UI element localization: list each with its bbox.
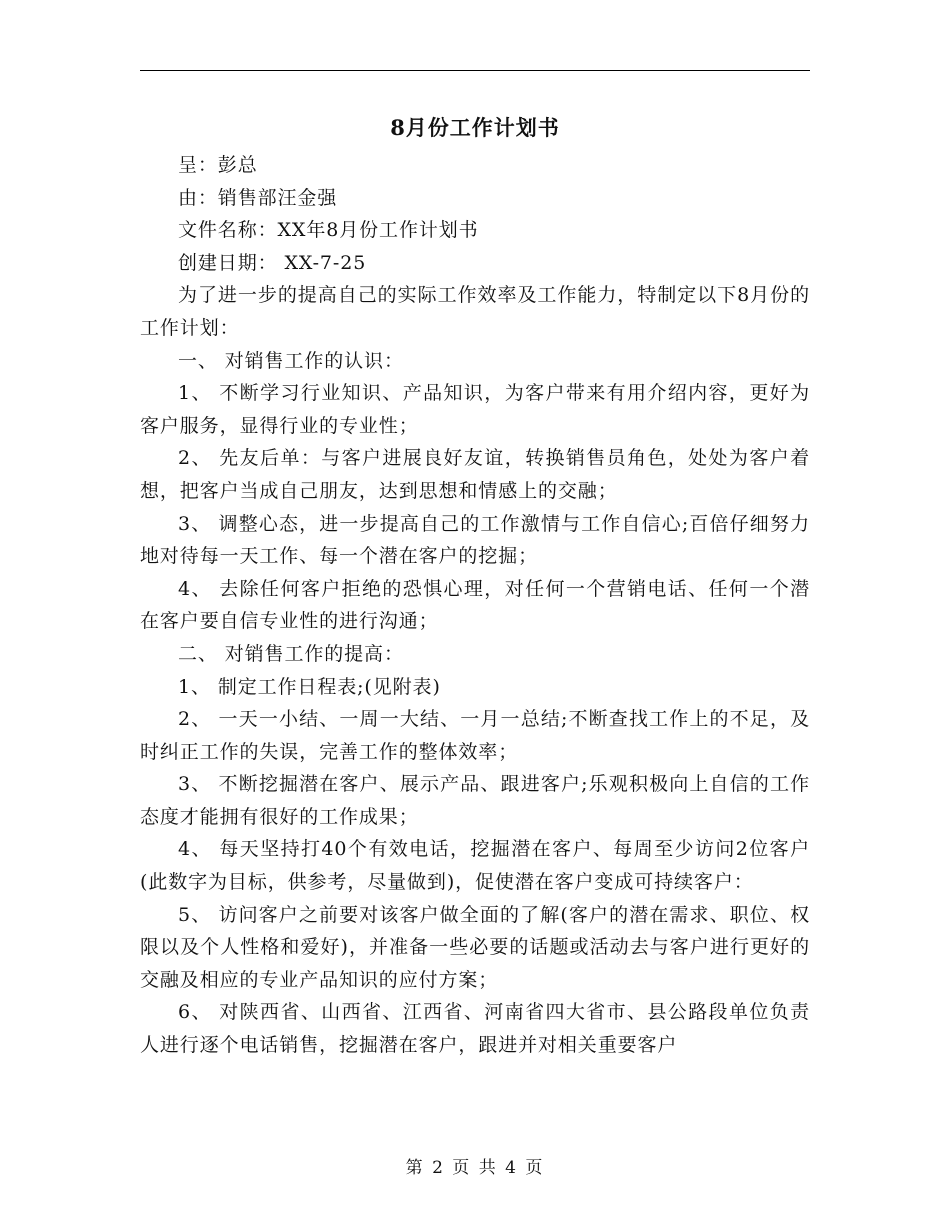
list-item: 6、 对陕西省、山西省、江西省、河南省四大省市、县公路段单位负责人进行逐个电话销售，挖掘潜在客户，跟进并对相关重要客户 — [140, 1001, 810, 1057]
list-item: 2、 一天一小结、一周一大结、一月一总结;不断查找工作上的不足，及时纠正工作的失误，完善工作的整体效率； — [140, 708, 810, 763]
document-body — [140, 149, 810, 1062]
page-number-footer: 第 2 页 共 4 页 — [405, 1158, 545, 1178]
list-item: 3、 调整心态，进一步提高自己的工作激情与工作自信心;百倍仔细努力地对待每一天工作、每一个潜在客户的挖掘； — [140, 512, 810, 568]
list-item: 4、 每天坚持打40个有效电话，挖掘潜在客户、每周至少访问2位客户(此数字为目标，供参考，尽量做到)，促使潜在客户变成可持续客户： — [140, 838, 810, 894]
section-heading-2: 二、 对销售工作的提高： — [178, 642, 404, 665]
list-item: 4、 去除任何客户拒绝的恐惧心理，对任何一个营销电话、任何一个潜在客户要自信专业性的进行沟通； — [140, 577, 810, 633]
sender-line: 由：销售部汪金强 — [178, 186, 338, 209]
list-item: 1、 不断学习行业知识、产品知识，为客户带来有用介绍内容，更好为客户服务，显得行业的专业性； — [140, 382, 810, 437]
list-item: 1、 制定工作日程表;(见附表) — [178, 675, 441, 698]
recipient-line: 呈：彭总 — [178, 154, 258, 176]
list-item: 3、 不断挖掘潜在客户、展示产品、跟进客户;乐观积极向上自信的工作态度才能拥有很好的工作成果； — [140, 773, 810, 828]
section-heading-1: 一、 对销售工作的认识： — [178, 349, 404, 372]
header-rule — [140, 70, 810, 71]
list-item: 5、 访问客户之前要对该客户做全面的了解(客户的潜在需求、职位、权限以及个人性格和爱好)，并准备一些必要的话题或活动去与客户进行更好的交融及相应的专业产品知识的应付方案； — [140, 903, 810, 991]
filename-line: 文件名称：XX年8月份工作计划书 — [178, 219, 479, 242]
list-item: 2、 先友后单：与客户进展良好友谊，转换销售员角色，处处为客户着想，把客户当成自己朋友，达到思想和情感上的交融； — [140, 447, 810, 502]
document-title: 8月份工作计划书 — [390, 115, 560, 140]
intro-paragraph: 为了进一步的提高自己的实际工作效率及工作能力，特制定以下8月份的工作计划： — [140, 284, 810, 339]
created-date-line: 创建日期： XX-7-25 — [178, 251, 367, 274]
